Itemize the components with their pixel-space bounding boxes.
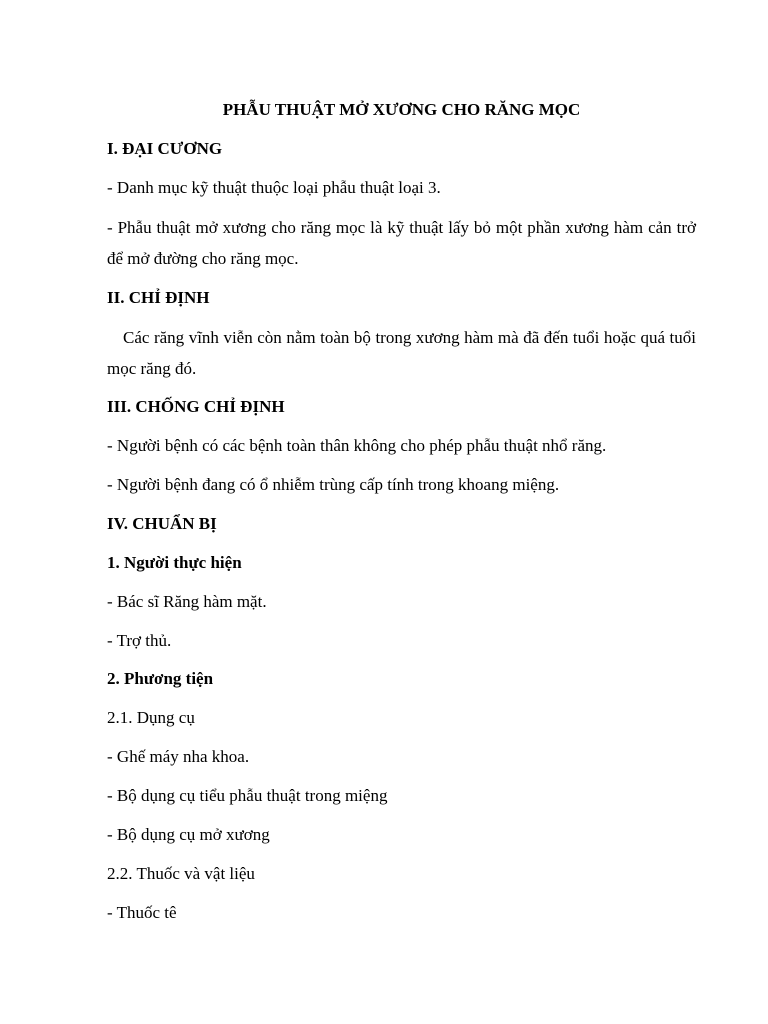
subsection-heading-dung-cu: 2.1. Dụng cụ <box>107 708 195 727</box>
subsection-heading-phuong-tien: 2. Phương tiện <box>107 669 214 688</box>
paragraph: - Phẫu thuật mở xương cho răng mọc là kỹ thuật lấy bỏ một phần xương hàm cản trở để mở đường cho răng mọc. <box>107 218 696 268</box>
list-item: - Trợ thủ. <box>107 631 172 650</box>
section-heading-chi-dinh: II. CHỈ ĐỊNH <box>107 288 210 307</box>
paragraph: - Người bệnh đang có ổ nhiễm trùng cấp tính trong khoang miệng. <box>107 475 560 494</box>
paragraph: - Danh mục kỹ thuật thuộc loại phẫu thuật loại 3. <box>107 178 441 197</box>
list-item: - Bộ dụng cụ tiểu phẫu thuật trong miệng <box>107 786 388 805</box>
paragraph: - Người bệnh có các bệnh toàn thân không cho phép phẫu thuật nhổ răng. <box>107 436 607 455</box>
paragraph: Các răng vĩnh viễn còn nằm toàn bộ trong xương hàm mà đã đến tuổi hoặc quá tuổi mọc răng đó. <box>107 328 696 378</box>
list-item: - Bác sĩ Răng hàm mặt. <box>107 592 267 611</box>
document-title: PHẪU THUẬT MỞ XƯƠNG CHO RĂNG MỌC <box>222 100 581 119</box>
subsection-heading-nguoi-thuc-hien: 1. Người thực hiện <box>107 553 242 572</box>
list-item: - Ghế máy nha khoa. <box>107 747 250 766</box>
list-item: - Bộ dụng cụ mở xương <box>107 825 270 844</box>
section-heading-dai-cuong: I. ĐẠI CƯƠNG <box>107 139 223 158</box>
section-heading-chong-chi-dinh: III. CHỐNG CHỈ ĐỊNH <box>107 397 285 416</box>
section-heading-chuan-bi: IV. CHUẨN BỊ <box>107 514 217 533</box>
list-item: - Thuốc tê <box>107 903 177 922</box>
subsection-heading-thuoc-vat-lieu: 2.2. Thuốc và vật liệu <box>107 864 255 883</box>
